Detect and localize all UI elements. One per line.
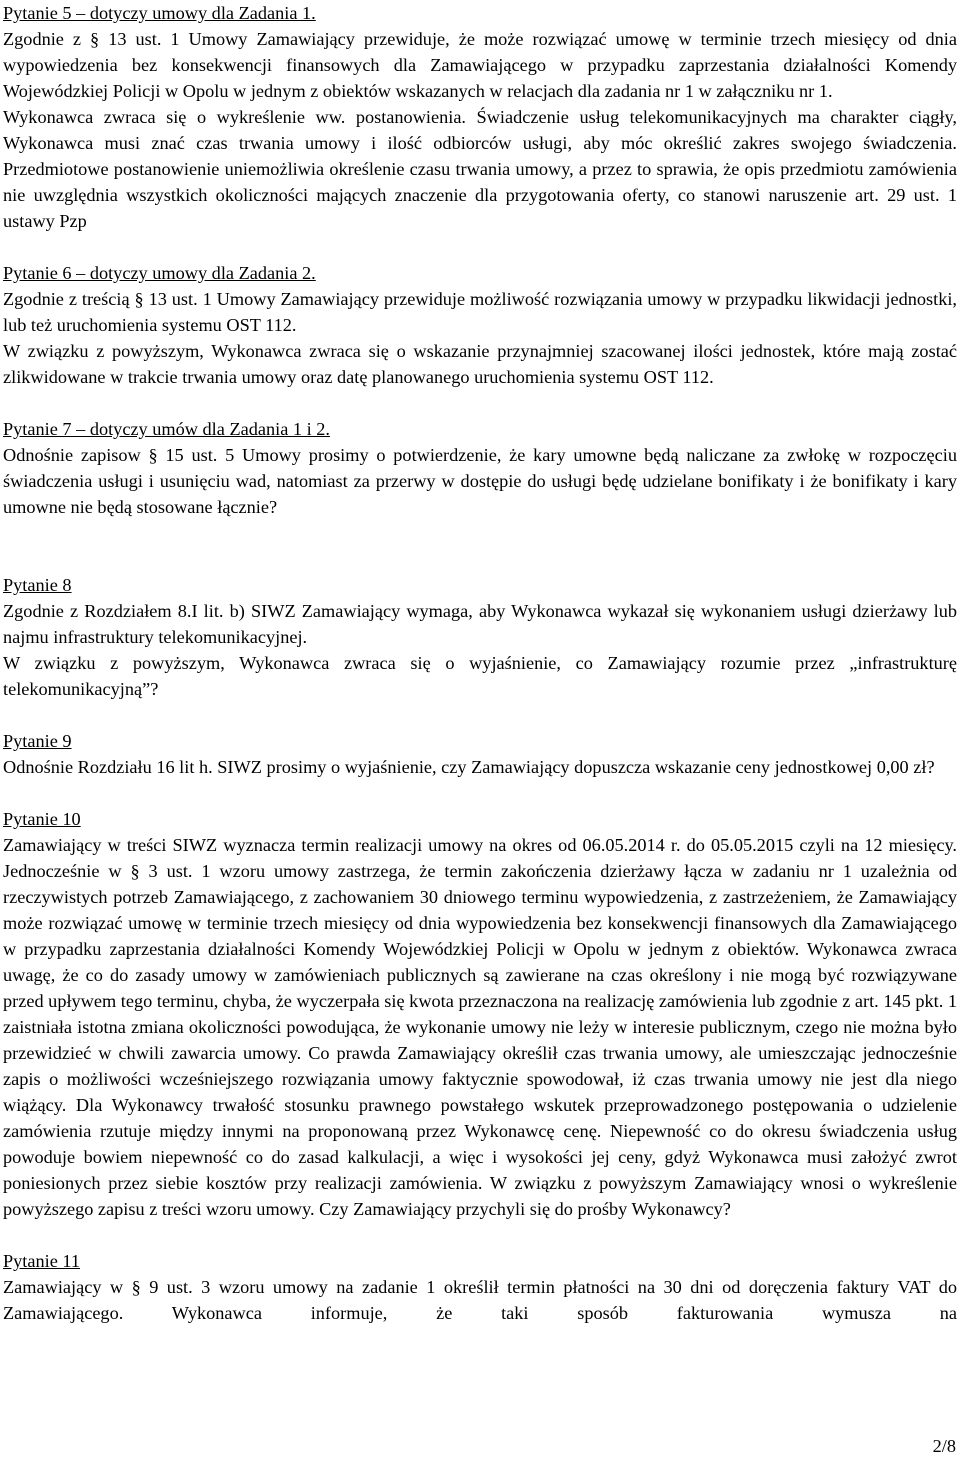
question-11-title: Pytanie 11 <box>3 1251 81 1271</box>
question-10-title: Pytanie 10 <box>3 809 81 829</box>
question-11 <box>3 1248 957 1326</box>
question-9 <box>3 728 957 780</box>
question-5-paragraph-2: Wykonawca zwraca się o wykreślenie ww. postanowienia. Świadczenie usług telekomunikacyjnych ma charakter ciągły, Wykonawca musi znać czas trwania umowy i ilość odbiorców usługi, aby móc określić zakres swojego świadczenia. Przedmiotowe postanowienie uniemożliwia określenie czasu trwania umowy, a przez to sprawia, że opis przedmiotu zamówienia nie uwzględnia wszystkich okoliczności mających znaczenie dla przygotowania oferty, co stanowi naruszenie art. 29 ust. 1 ustawy Pzp <box>3 107 957 231</box>
page-number: 2/8 <box>932 1436 956 1456</box>
question-6-paragraph-1: Zgodnie z treścią § 13 ust. 1 Umowy Zamawiający przewiduje możliwość rozwiązania umowy w przypadku likwidacji jednostki, lub też uruchomienia systemu OST 112. <box>3 289 957 335</box>
question-7-paragraph-1: Odnośnie zapisow § 15 ust. 5 Umowy prosimy o potwierdzenie, że kary umowne będą naliczane za zwłokę w rozpoczęciu świadczenia usługi i usunięciu wad, natomiast za przerwy w dostępie do usługi będę udzielane bonifikaty i że bonifikaty i kary umowne nie będą stosowane łącznie? <box>3 445 957 517</box>
question-8-paragraph-2: W związku z powyższym, Wykonawca zwraca się o wyjaśnienie, co Zamawiający rozumie przez „infrastrukturę telekomunikacyjną”? <box>3 653 957 699</box>
question-5 <box>3 0 957 234</box>
question-7-title: Pytanie 7 – dotyczy umów dla Zadania 1 i 2. <box>3 419 330 439</box>
question-6-paragraph-2: W związku z powyższym, Wykonawca zwraca się o wskazanie przynajmniej szacowanej ilości jednostek, które mają zostać zlikwidowane w trakcie trwania umowy oraz datę planowanego uruchomienia systemu OST 112. <box>3 341 957 387</box>
question-6 <box>3 260 957 390</box>
question-8-title: Pytanie 8 <box>3 575 72 595</box>
question-9-title: Pytanie 9 <box>3 731 72 751</box>
question-11-paragraph-1: Zamawiający w § 9 ust. 3 wzoru umowy na zadanie 1 określił termin płatności na 30 dni od doręczenia faktury VAT do Zamawiającego. Wykonawca informuje, że taki sposób fakturowania wymusza na <box>3 1277 957 1323</box>
question-10 <box>3 806 957 1222</box>
question-8 <box>3 572 957 702</box>
question-5-paragraph-1: Zgodnie z § 13 ust. 1 Umowy Zamawiający przewiduje, że może rozwiązać umowę w terminie trzech miesięcy od dnia wypowiedzenia bez konsekwencji finansowych dla Zamawiającego w przypadku zaprzestania działalności Komendy Wojewódzkiej Policji w Opolu w jednym z obiektów wskazanych w relacjach dla zadania nr 1 w załączniku nr 1. <box>3 29 957 101</box>
question-5-title: Pytanie 5 – dotyczy umowy dla Zadania 1. <box>3 3 316 23</box>
question-8-paragraph-1: Zgodnie z Rozdziałem 8.I lit. b) SIWZ Zamawiający wymaga, aby Wykonawca wykazał się wykonaniem usługi dzierżawy lub najmu infrastruktury telekomunikacyjnej. <box>3 601 957 647</box>
question-10-paragraph-1: Zamawiający w treści SIWZ wyznacza termin realizacji umowy na okres od 06.05.2014 r. do 05.05.2015 czyli na 12 miesięcy. Jednocześnie w § 3 ust. 1 wzoru umowy zastrzega, że termin zakończenia dzierżawy łącza w zadaniu nr 1 uzależnia od rzeczywistych potrzeb Zamawiającego, z zachowaniem 30 dniowego terminu wypowiedzenia, z zastrzeżeniem, że Zamawiający może rozwiązać umowę w terminie trzech miesięcy od dnia wypowiedzenia bez konsekwencji finansowych dla Zamawiającego w przypadku zaprzestania działalności Komendy Wojewódzkiej Policji w Opolu w jednym z obiektów. Wykonawca zwraca uwagę, że co do zasady umowy w zamówieniach publicznych są zawierane na czas określony i nie mogą być rozwiązywane przed upływem tego terminu, chyba, że wyczerpała się kwota przeznaczona na realizację zamówienia lub zgodnie z art. 145 pkt. 1 zaistniała istotna zmiana okoliczności powodująca, że wykonanie umowy nie leży w interesie publicznym, czego nie można było przewidzieć w chwili zawarcia umowy. Co prawda Zamawiający określił czas trwania umowy, ale umieszczając jednocześnie zapis o możliwości wcześniejszego rozwiązania umowy faktycznie spowodował, iż czas trwania umowy nie jest dla niego wiążący. Dla Wykonawcy trwałość stosunku prawnego powstałego wskutek przeprowadzonego postępowania o udzielenie zamówienia rzutuje między innymi na proponowaną przez Wykonawcę cenę. Niepewność co do okresu świadczenia usług powoduje bowiem niepewność co do zasad kalkulacji, a więc i wysokości jej ceny, gdyż Wykonawca musi założyć zwrot poniesionych przez siebie kosztów przy realizacji zamówienia. W związku z powyższym Zamawiający wnosi o wykreślenie powyższego zapisu z treści wzoru umowy. Czy Zamawiający przychyli się do prośby Wykonawcy? <box>3 835 957 1219</box>
question-9-paragraph-1: Odnośnie Rozdziału 16 lit h. SIWZ prosimy o wyjaśnienie, czy Zamawiający dopuszcza wskazanie ceny jednostkowej 0,00 zł? <box>3 757 935 777</box>
question-6-title: Pytanie 6 – dotyczy umowy dla Zadania 2. <box>3 263 316 283</box>
question-7 <box>3 416 957 520</box>
